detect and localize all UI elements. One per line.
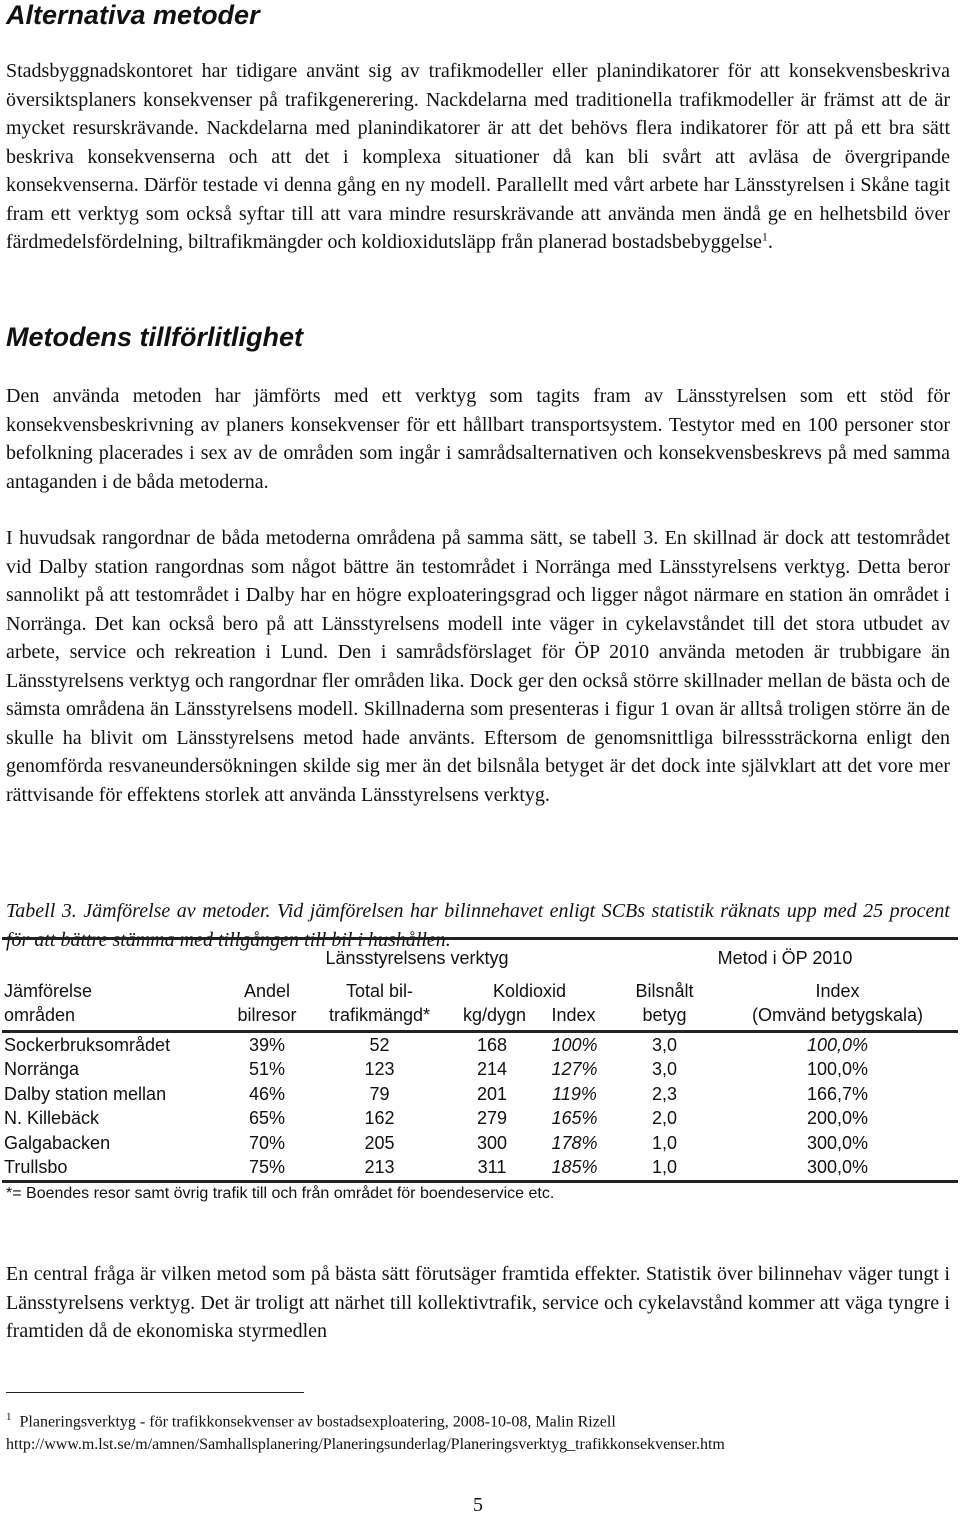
table-row: N. Killebäck 65% 162 279 165% 2,0 200,0% bbox=[4, 1108, 869, 1129]
page-number: 5 bbox=[473, 1494, 483, 1516]
footnote-divider bbox=[6, 1392, 304, 1393]
table-row: Norränga 51% 123 214 127% 3,0 100,0% bbox=[4, 1059, 869, 1080]
col-header-andel: Andel bilresor bbox=[222, 976, 312, 1032]
paragraph-ranking: I huvudsak rangordnar de båda metoderna områdena på samma sätt, se tabell 3. En skillnad är dock att testområdet vid Dalby station rangordnas som något bättre än testområdet i Norränga med Länsstyrelsens verktyg. Detta beror sannolikt på att testområdet i Dalby har en högre exploateringsgrad och ligger något närmare en station än området i Norränga. Det kan också bero på att Länsstyrelsens modell inte väger in cykelavståndet till det stora utbudet av arbete, service och rekreation i Lund. Den i samrådsförslaget för ÖP 2010 använda metoden är trubbigare än Länsstyrelsens verktyg och rangordnar fler områden lika. Dock ger den också större skillnader mellan de bästa och de sämsta områdena än Länsstyrelsens modell. Skillnaderna som presenteras i figur 1 ovan är alltså troligen större än de skulle ha blivit om Länsstyrelsens metod hade använts. Eftersom de genomsnittliga bilresssträckorna enligt den genomförda resvaneundersökningen skilde sig mer än det bilsnåla betyget är det dock inte självklart att det vore mer rättvisande för effektens storlek att använda Länsstyrelsens verktyg. bbox=[6, 527, 950, 806]
col-header-koldioxid: Koldioxid kg/dygn Index bbox=[447, 976, 612, 1032]
table-row: Sockerbruksområdet 39% 52 168 100% 3,0 100,0% bbox=[4, 1034, 869, 1055]
footnote-text: Planeringsverktyg - för trafikkonsekvenser av bostadsexploatering, 2008-10-08, Malin Rizell bbox=[19, 1413, 616, 1431]
table-row: Trullsbo 75% 213 311 185% 1,0 300,0% bbox=[2, 1156, 958, 1182]
col-header-index-omvand: Index (Omvänd betygskala) bbox=[717, 976, 958, 1032]
footnote-ref[interactable]: 1 bbox=[761, 229, 768, 244]
col-header-area: Jämförelse områden bbox=[2, 976, 222, 1032]
table-row: Galgabacken 70% 205 300 178% 1,0 300,0% bbox=[4, 1132, 869, 1153]
paragraph-end: . bbox=[767, 231, 773, 253]
section-heading-metodens-tillforlitlighet: Metodens tillförlitlighet bbox=[6, 322, 303, 352]
footnote bbox=[6, 1406, 956, 1456]
section-heading-alternativa-metoder: Alternativa metoder bbox=[6, 0, 260, 30]
group-header-lansstyrelsen: Länsstyrelsens verktyg bbox=[222, 939, 612, 977]
paragraph-alternativa-metoder bbox=[6, 57, 950, 257]
table-footnote: *= Boendes resor samt övrig trafik till och från området för boendeservice etc. bbox=[6, 1185, 555, 1202]
paragraph-text: Stadsbyggnadskontoret har tidigare använt sig av trafikmodeller eller planindikatorer för att konsekvensbeskriva översiktsplaners konsekvenser på trafikgenerering. Nackdelarna med traditionella trafikmodeller är främst att de är mycket resurskrävande. Nackdelarna med planindikatorer är att det behövs flera indikatorer för att på ett bra sätt beskriva konsekvenserna och att det i komplexa situationer då kan bli svårt att avläsa de övergripande konsekvenserna. Därför testade vi denna gång en ny modell. Parallellt med vårt arbete har Länsstyrelsen i Skåne tagit fram ett verktyg som också syftar till att vara mindre resurskrävande att använda men ändå ge en helhetsbild över färdmedelsfördelning, biltrafikmängder och koldioxidutsläpp från planerad bostadsbebyggelse bbox=[6, 60, 950, 253]
table-caption: Tabell 3. Jämförelse av metoder. Vid jämförelsen har bilinnehavet enligt SCBs statistik räknats upp med 25 procent för att bättre stämma med tillgången till bil i hushållen. bbox=[6, 900, 950, 951]
comparison-table bbox=[2, 937, 958, 1183]
col-header-bilsnalt: Bilsnålt betyg bbox=[612, 976, 717, 1032]
col-header-total: Total bil- trafikmängd* bbox=[312, 976, 447, 1032]
table-row: Dalby station mellan 46% 79 201 119% 2,3 166,7% bbox=[4, 1083, 869, 1104]
footnote-url[interactable]: http://www.m.lst.se/m/amnen/Samhallsplanering/Planeringsunderlag/Planeringsverktyg_trafikkonsekvenser.htm bbox=[6, 1436, 725, 1454]
group-header-op2010: Metod i ÖP 2010 bbox=[612, 939, 958, 977]
footnote-number: 1 bbox=[6, 1411, 12, 1423]
table-group-header bbox=[2, 939, 958, 977]
paragraph-method-comparison: Den använda metoden har jämförts med ett verktyg som tagits fram av Länsstyrelsen som ett stöd för konsekvensbeskrivning av planers konsekvenser för ett hållbart transportsystem. Testytor med en 100 personer stor befolkning placerades i sex av de områden som ingår i samrådsalternativen och konsekvensbeskrevs på med samma antaganden i de båda metoderna. bbox=[6, 385, 950, 493]
paragraph-central-question: En central fråga är vilken metod som på bästa sätt förutsäger framtida effekter. Statistik över bilinnehav väger tungt i Länsstyrelsens verktyg. Det är troligt att närhet till kollektivtrafik, service och cykelavstånd kommer att väga tyngre i framtiden då de ekonomiska styrmedlen bbox=[6, 1263, 950, 1342]
table-column-header bbox=[2, 976, 958, 1032]
